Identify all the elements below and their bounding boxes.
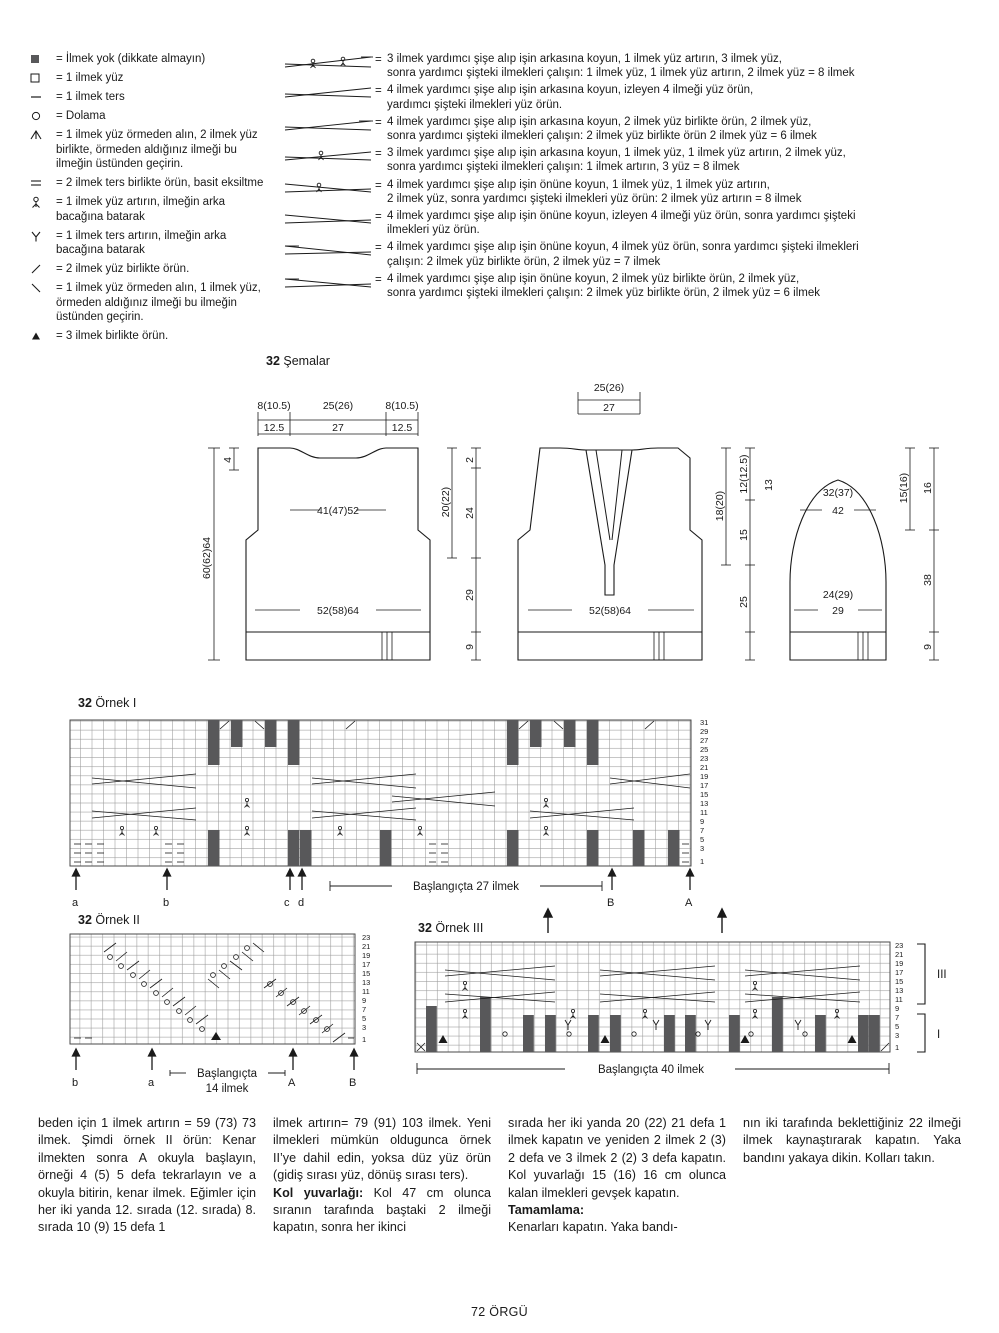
sleeve-r3: 38 xyxy=(922,574,934,586)
legend-text: = 2 ilmek yüz birlikte örün. xyxy=(56,263,190,275)
chart2-marker-b: b xyxy=(72,1077,79,1089)
legend-text: = 1 ilmek yüz örmeden alın, 1 ilmek yüz, örmeden aldığınız ilmeği bu ilmeğin üstünden geçirin. xyxy=(56,282,261,323)
equals-sign: = xyxy=(375,179,382,192)
legend-item xyxy=(30,229,270,258)
svg-text:3: 3 xyxy=(700,844,705,853)
legend-item xyxy=(283,178,973,206)
svg-text:9: 9 xyxy=(895,1004,900,1013)
equals-sign: = xyxy=(375,54,382,66)
legend-line: 2 ilmek yüz, sonra yardımcı şişteki ilmekleri yüz örün: 2 ilmek yüz artırın = 8 ilmek xyxy=(387,192,802,205)
legend-line: 4 ilmek yardımcı şişe alıp işin önüne koyun, 1 ilmek yüz, 1 ilmek yüz artırın, xyxy=(387,178,770,191)
svg-text:1: 1 xyxy=(362,1035,367,1044)
cable-4f-inc-icon xyxy=(283,178,375,204)
left-lean-arrow-icon xyxy=(30,128,56,141)
legend-line: 3 ilmek yardımcı şişe alıp işin arkasına koyun, 1 ilmek yüz, 1 ilmek yüz artırın, 2 ilmek yüz, xyxy=(387,147,846,160)
chart3-heading-num: 32 xyxy=(418,921,432,935)
col3-bold-label: Tamamlama: xyxy=(508,1203,585,1218)
svg-text:19: 19 xyxy=(700,772,709,781)
front-r1: 12(12.5) xyxy=(738,454,750,494)
svg-text:5: 5 xyxy=(895,1022,900,1031)
equals-sign: = xyxy=(375,148,382,161)
legend-item xyxy=(30,71,270,86)
front-hem: 52(58)64 xyxy=(588,605,632,617)
back-r4: 29 xyxy=(464,589,476,601)
cable-4f-dec-icon xyxy=(283,240,375,266)
text-column-3 xyxy=(508,1115,726,1237)
chart1-heading-num: 32 xyxy=(78,696,92,710)
front-top-w: 25(26) xyxy=(593,382,625,394)
back-r2: 20(22) xyxy=(440,486,452,518)
col2-paragraph: ilmek artırın= 79 (91) 103 ilmek. Yeni ilmekleri mümkün oldugunca örnek II’ye dahil edin, yoksa düz yüz örün (gidiş sırası yüz, dönüş sırası ters). xyxy=(273,1116,491,1183)
svg-text:29: 29 xyxy=(700,727,709,736)
chart1-marker-c: c xyxy=(284,897,290,909)
body-text-columns xyxy=(38,1115,968,1237)
text-column-2 xyxy=(273,1115,491,1237)
legend-right-column xyxy=(283,52,973,303)
double-dash-icon xyxy=(30,176,56,189)
svg-text:25: 25 xyxy=(700,745,709,754)
svg-text:7: 7 xyxy=(700,826,705,835)
svg-text:23: 23 xyxy=(700,754,709,763)
chart1-marker-d: d xyxy=(298,897,305,909)
cable-4r-icon xyxy=(283,83,375,109)
page-number: 72 xyxy=(471,1305,486,1319)
back-top-w3b: 12.5 xyxy=(391,422,413,434)
legend-line: sonra yardımcı şişteki ilmekleri çalışın: 1 ilmek artırın, 3 yüz = 8 ilmek xyxy=(387,161,740,174)
cable-4f-icon xyxy=(283,209,375,235)
chart2-heading xyxy=(78,913,140,927)
sleeve-bottom: 24(29) xyxy=(822,589,854,601)
schemas-heading xyxy=(266,354,330,368)
legend-line: ilmekleri yüz örün. xyxy=(387,224,480,237)
legend-item xyxy=(30,281,270,325)
legend-item xyxy=(283,146,973,174)
dash-icon xyxy=(30,90,56,102)
legend-text xyxy=(387,52,973,80)
chart3-side-III: III xyxy=(937,969,947,981)
cable-3r-yo-icon xyxy=(283,52,375,78)
svg-text:17: 17 xyxy=(895,968,904,977)
chart-ornek-2 xyxy=(0,928,420,1103)
sleeve-r2: 16 xyxy=(922,482,934,494)
legend-line: 4 ilmek yardımcı şişe alıp işin önüne koyun, 4 ilmek yüz örün, sonra yardımcı şişteki ilmekleri xyxy=(387,241,859,254)
svg-text:27: 27 xyxy=(700,736,709,745)
legend-text: = 1 ilmek ters artırın, ilmeğin arka bacağına batarak xyxy=(56,229,227,256)
svg-text:3: 3 xyxy=(895,1031,900,1040)
circle-icon xyxy=(30,109,56,122)
cable-4f-dec2-icon xyxy=(283,272,375,298)
svg-text:9: 9 xyxy=(362,996,367,1005)
sleeve-r4: 9 xyxy=(922,644,934,650)
chart2-marker-B: B xyxy=(349,1077,357,1089)
legend-text xyxy=(387,178,973,206)
chart1-marker-b: b xyxy=(163,897,170,909)
equals-sign: = xyxy=(375,85,382,98)
cable-4r-dec-icon xyxy=(283,115,375,141)
chart3-heading-label: Örnek III xyxy=(435,921,484,935)
legend-item xyxy=(283,83,973,111)
equals-sign: = xyxy=(375,273,382,286)
back-top-w1b: 12.5 xyxy=(263,422,285,434)
svg-text:7: 7 xyxy=(895,1013,900,1022)
legend-line: sonra yardımcı şişteki ilmekleri çalışın: 2 ilmek yüz birlikte örün, 2 ilmek yüz = 6 ilmek xyxy=(387,287,820,300)
svg-text:15: 15 xyxy=(700,790,709,799)
back-r5: 9 xyxy=(464,644,476,650)
schemas-heading-label: Şemalar xyxy=(283,354,330,368)
svg-text:13: 13 xyxy=(895,986,904,995)
chart2-marker-A: A xyxy=(288,1077,296,1089)
front-r3: 13 xyxy=(763,479,775,491)
legend-item xyxy=(30,52,270,67)
legend-text xyxy=(387,115,973,143)
legend-text xyxy=(387,240,973,268)
text-column-4 xyxy=(743,1115,961,1167)
sleeve-bottom2: 29 xyxy=(832,605,844,617)
back-chest: 41(47)52 xyxy=(316,505,360,517)
chart1-marker-B: B xyxy=(607,897,615,909)
legend-text: = 1 ilmek yüz artırın, ilmeğin arka bacağına batarak xyxy=(56,196,226,223)
legend-item xyxy=(283,272,973,300)
chart1-heading xyxy=(78,696,136,710)
front-top-w2: 27 xyxy=(603,402,615,414)
svg-text:5: 5 xyxy=(700,835,705,844)
filled-square-icon xyxy=(30,52,56,64)
svg-text:11: 11 xyxy=(700,808,708,817)
legend-left-column xyxy=(30,52,270,348)
yarn-over-back-icon xyxy=(30,195,56,209)
col3-paragraph-2: Kenarları kapatın. Yaka bandı- xyxy=(508,1220,678,1235)
svg-text:31: 31 xyxy=(700,718,709,727)
svg-text:21: 21 xyxy=(895,950,904,959)
col3-paragraph: sırada her iki yanda 20 (22) 21 defa 1 ilmek kapatın ve yeniden 2 ilmek 2 (3) 2 defa ve 3 ilmek 2 (2) 3 defa kapatın. Kol yuvarlağı 15 (16) 16 cm olunca kalan ilmekleri gevşek kapatın. xyxy=(508,1116,726,1200)
back-top-w2b: 27 xyxy=(332,422,344,434)
chart1-marker-A: A xyxy=(685,897,693,909)
legend-item xyxy=(30,90,270,105)
legend-line: 4 ilmek yardımcı şişe alıp işin önüne koyun, 2 ilmek yüz birlikte örün, 2 ilmek yüz, xyxy=(387,272,800,285)
legend-item xyxy=(30,109,270,124)
back-hem: 52(58)64 xyxy=(316,605,360,617)
legend-item xyxy=(283,240,973,268)
legend-text xyxy=(387,146,973,174)
legend-item xyxy=(283,209,973,237)
svg-text:1: 1 xyxy=(895,1043,900,1052)
svg-text:15: 15 xyxy=(362,969,371,978)
back-top-w3: 8(10.5) xyxy=(385,400,419,412)
svg-text:23: 23 xyxy=(895,941,904,950)
back-r1: 2 xyxy=(464,457,476,463)
equals-sign: = xyxy=(375,211,382,224)
front-r4: 15 xyxy=(738,529,750,541)
legend-item xyxy=(30,329,270,344)
legend-item xyxy=(30,195,270,224)
front-r5: 25 xyxy=(738,596,750,608)
legend-item xyxy=(30,128,270,172)
col1-paragraph: beden için 1 ilmek artırın = 59 (73) 73 ilmek. Şimdi örnek II örün: Kenar ilmekten sonra A okuyla başlayın, örneği 4 (5) 5 defa tekrarlayın ve a okuyla bitirin, kenar ilmek. Eğimler için her iki yanda 12. sırada (12. sırada) 8. sırada 10 (9) 15 defa 1 xyxy=(38,1116,256,1235)
chart2-caption-1: Başlangıçta xyxy=(196,1068,258,1080)
legend-item xyxy=(30,262,270,277)
legend-text xyxy=(387,272,973,300)
svg-text:3: 3 xyxy=(362,1023,367,1032)
chart1-caption: Başlangıçta 27 ilmek xyxy=(412,881,520,893)
svg-text:13: 13 xyxy=(700,799,709,808)
back-top-w1: 8(10.5) xyxy=(257,400,291,412)
legend-text: = İlmek yok (dikkate almayın) xyxy=(56,53,206,65)
legend-text: = Dolama xyxy=(56,110,106,122)
back-left-total: 60(62)64 xyxy=(201,536,213,580)
chart1-heading-label: Örnek I xyxy=(95,696,137,710)
page-footer xyxy=(0,1305,999,1319)
svg-text:17: 17 xyxy=(362,960,371,969)
svg-text:13: 13 xyxy=(362,978,371,987)
chart1-marker-a: a xyxy=(72,897,79,909)
legend-text xyxy=(387,209,973,237)
legend-line: sonra yardımcı şişteki ilmekleri çalışın: 2 ilmek yüz birlikte örün 2 ilmek yüz = 6 ilmek xyxy=(387,130,817,143)
svg-text:15: 15 xyxy=(895,977,904,986)
schematic-diagrams xyxy=(0,380,999,690)
cable-3r-inc-icon xyxy=(283,146,375,172)
legend-item xyxy=(283,115,973,143)
legend-line: çalışın: 2 ilmek yüz birlikte örün, 2 ilmek yüz = 7 ilmek xyxy=(387,255,661,268)
chart3-side-I: I xyxy=(937,1029,941,1041)
sleeve-top: 32(37) xyxy=(822,487,854,499)
legend-text: = 2 ilmek ters birlikte örün, basit eksiltme xyxy=(56,177,264,189)
legend-text: = 1 ilmek yüz örmeden alın, 2 ilmek yüz birlikte, örmeden aldığınız ilmeği bu ilmeğin üstünden geçirin. xyxy=(56,129,258,170)
legend-text: = 1 ilmek yüz xyxy=(56,72,124,84)
back-top-w2: 25(26) xyxy=(322,400,354,412)
svg-text:17: 17 xyxy=(700,781,709,790)
chart2-caption-2: 14 ilmek xyxy=(205,1083,249,1095)
chart-ornek-1 xyxy=(0,712,999,912)
chart3-top-arrows xyxy=(410,905,750,935)
footer-title: ÖRGÜ xyxy=(489,1305,528,1319)
back-r3: 24 xyxy=(464,507,476,519)
svg-text:21: 21 xyxy=(362,942,371,951)
svg-text:7: 7 xyxy=(362,1005,367,1014)
purl-back-icon xyxy=(30,229,56,243)
equals-sign: = xyxy=(375,116,382,129)
legend-item xyxy=(283,52,973,80)
chart2-heading-num: 32 xyxy=(78,913,92,927)
svg-text:23: 23 xyxy=(362,933,371,942)
sleeve-top2: 42 xyxy=(832,505,844,517)
svg-text:11: 11 xyxy=(362,987,370,996)
front-r2: 18(20) xyxy=(714,490,726,522)
triangle-icon xyxy=(30,329,56,342)
legend-text xyxy=(387,83,973,111)
backslash-icon xyxy=(30,281,56,294)
sleeve-r1: 15(16) xyxy=(898,472,910,504)
equals-sign: = xyxy=(375,242,382,255)
back-neck-depth: 4 xyxy=(222,457,234,463)
svg-text:21: 21 xyxy=(700,763,709,772)
legend-line: yardımcı şişteki ilmekleri yüz örün. xyxy=(387,98,563,111)
col2-bold-label: Kol yuvarlağı: xyxy=(273,1185,364,1200)
legend-item xyxy=(30,176,270,191)
legend-line: 3 ilmek yardımcı şişe alıp işin arkasına koyun, 1 ilmek yüz artırın, 3 ilmek yüz, xyxy=(387,53,782,65)
legend-text: = 1 ilmek ters xyxy=(56,91,125,103)
schemas-heading-num: 32 xyxy=(266,354,280,368)
chart3-caption: Başlangıçta 40 ilmek xyxy=(597,1064,705,1076)
col4-paragraph: nın iki tarafında beklettiğiniz 22 ilmeği ilmek kaynaştırarak kapatın. Yaka bandını yakaya dikin. Kolları takın. xyxy=(743,1116,961,1165)
legend-line: 4 ilmek yardımcı şişe alıp işin önüne koyun, izleyen 4 ilmeği yüz örün, sonra yardımcı şişteki xyxy=(387,210,856,223)
svg-text:19: 19 xyxy=(895,959,904,968)
chart2-heading-label: Örnek II xyxy=(95,913,140,927)
svg-text:5: 5 xyxy=(362,1014,367,1023)
col2-paragraph-2: Kol 47 cm olunca sıranın tarafında baştaki 2 ilmeği kapatın, sonra her ikinci xyxy=(273,1185,491,1235)
text-column-1 xyxy=(38,1115,256,1237)
legend-line: 4 ilmek yardımcı şişe alıp işin arkasına koyun, izleyen 4 ilmeği yüz örün, xyxy=(387,84,754,97)
svg-text:19: 19 xyxy=(362,951,371,960)
chart-ornek-3 xyxy=(405,936,999,1106)
svg-text:1: 1 xyxy=(700,857,705,866)
legend-text: = 3 ilmek birlikte örün. xyxy=(56,330,169,342)
legend-line: 4 ilmek yardımcı şişe alıp işin arkasına koyun, 2 ilmek yüz birlikte örün, 2 ilmek yüz, xyxy=(387,115,812,128)
legend-line: sonra yardımcı şişteki ilmekleri çalışın: 1 ilmek yüz, 1 ilmek yüz artırın, 2 ilmek yüz = 8 ilmek xyxy=(387,67,855,80)
slash-icon xyxy=(30,262,56,275)
svg-text:9: 9 xyxy=(700,817,705,826)
chart2-marker-a: a xyxy=(148,1077,155,1089)
empty-square-icon xyxy=(30,71,56,83)
svg-text:11: 11 xyxy=(895,995,903,1004)
